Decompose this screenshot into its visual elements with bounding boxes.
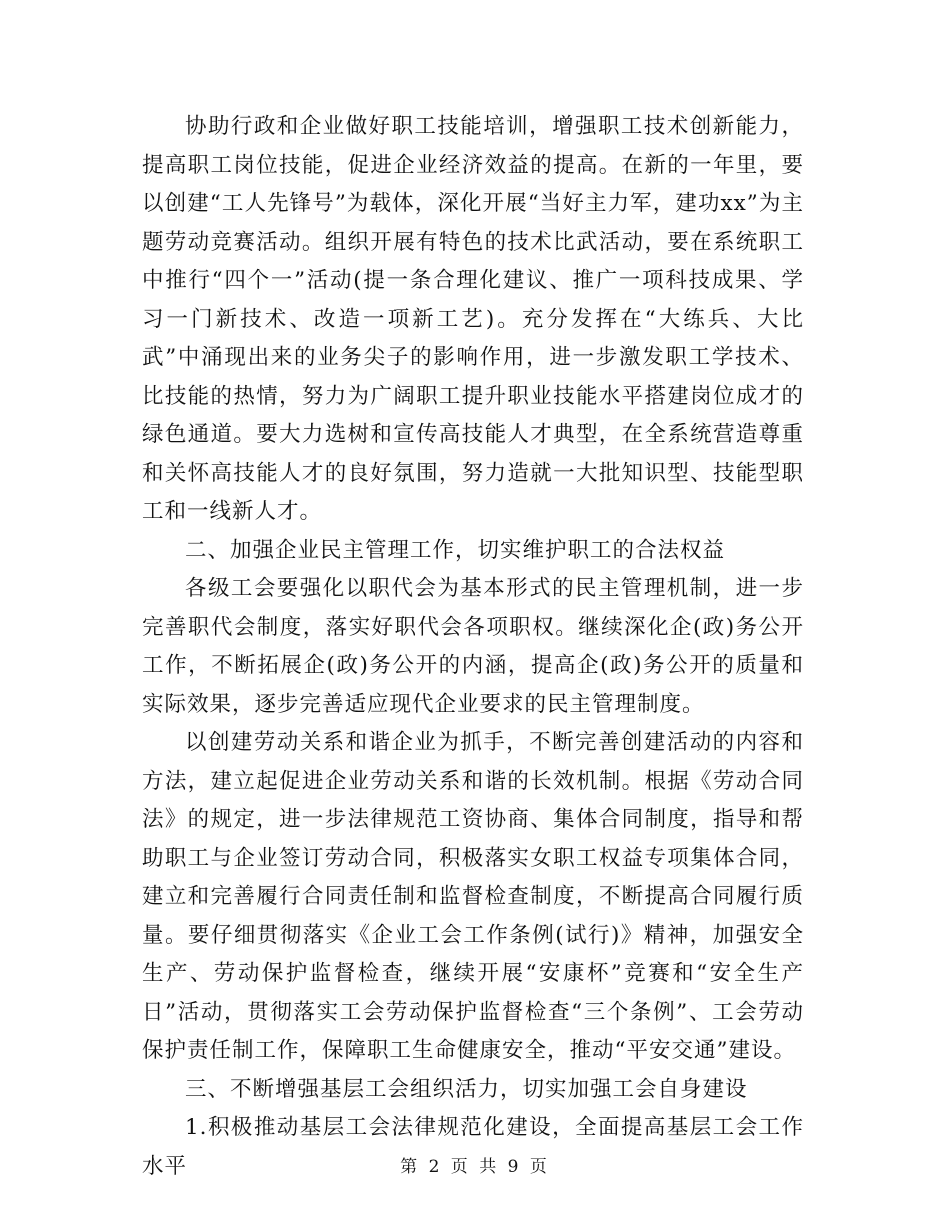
page-number-footer: 第 2 页 共 9 页 xyxy=(400,1157,550,1177)
section-heading-democratic-management: 二、加强企业民主管理工作，切实维护职工的合法权益 xyxy=(185,537,726,563)
section-heading-grassroots-union: 三、不断增强基层工会组织活力，切实加强工会自身建设 xyxy=(185,1076,748,1102)
paragraph-legal-standardization: 1.积极推动基层工会法律规范化建设，全面提高基层工会工作水平 xyxy=(142,1115,804,1179)
paragraph-skills-training: 协助行政和企业做好职工技能培训，增强职工技术创新能力，提高职工岗位技能，促进企业经济效益的提高。在新的一年里，要以创建“工人先锋号”为载体，深化开展“当好主力军，建功xx”为主题劳动竞赛活动。组织开展有特色的技术比武活动，要在系统职工中推行“四个一”活动(提一条合理化建议、推广一项科技成果、学习一门新技术、改造一项新工艺)。充分发挥在“大练兵、大比武”中涌现出来的业务尖子的影响作用，进一步激发职工学技术、比技能的热情，努力为广阔职工提升职业技能水平搭建岗位成才的绿色通道。要大力选树和宣传高技能人才典型，在全系统营造尊重和关怀高技能人才的良好氛围，努力造就一大批知识型、技能型职工和一线新人才。 xyxy=(142,114,804,524)
paragraph-workers-congress: 各级工会要强化以职代会为基本形式的民主管理机制，进一步完善职代会制度，落实好职代会各项职权。继续深化企(政)务公开工作，不断拓展企(政)务公开的内涵，提高企(政)务公开的质量和实际效果，逐步完善适应现代企业要求的民主管理制度。 xyxy=(142,576,804,717)
document-body xyxy=(142,108,804,1186)
paragraph-labor-relations: 以创建劳动关系和谐企业为抓手，不断完善创建活动的内容和方法，建立起促进企业劳动关系和谐的长效机制。根据《劳动合同法》的规定，进一步法律规范工资协商、集体合同制度，指导和帮助职工与企业签订劳动合同，积极落实女职工权益专项集体合同，建立和完善履行合同责任制和监督检查制度，不断提高合同履行质量。要仔细贯彻落实《企业工会工作条例(试行)》精神，加强安全生产、劳动保护监督检查，继续开展“安康杯”竞赛和“安全生产日”活动，贯彻落实工会劳动保护监督检查“三个条例”、工会劳动保护责任制工作，保障职工生命健康安全，推动“平安交通”建设。 xyxy=(142,730,804,1063)
